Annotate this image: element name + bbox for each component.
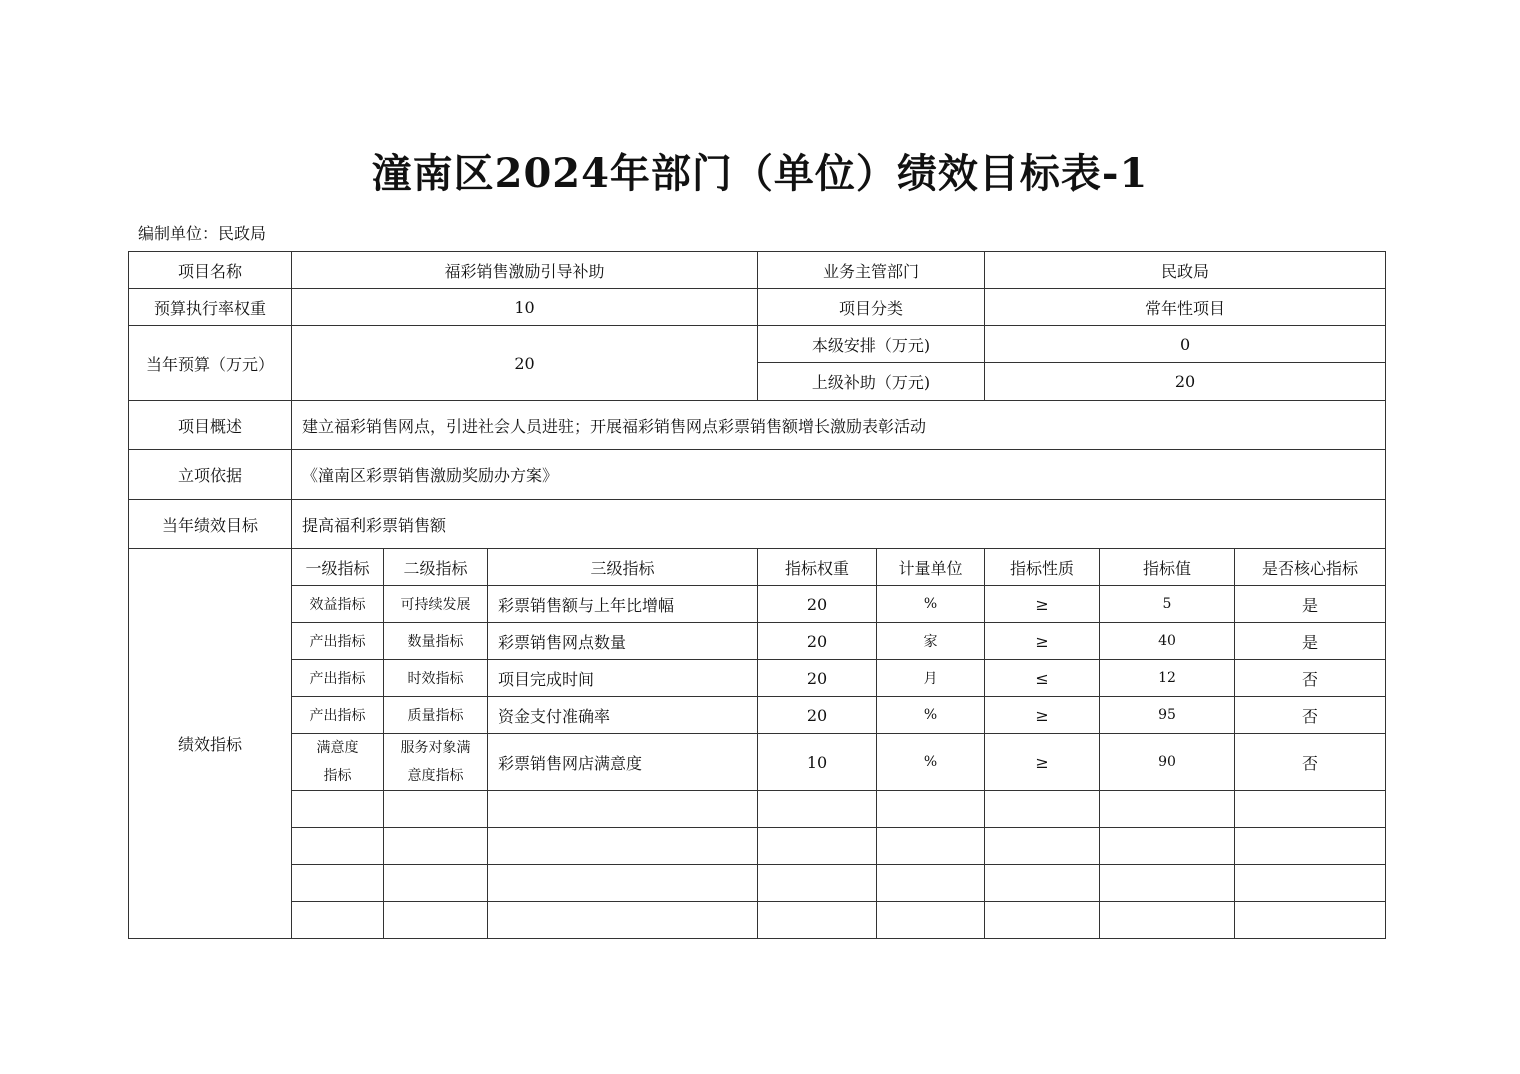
superior-label: 上级补助（万元) [758,363,985,401]
indicator-header-row [129,549,1386,586]
header-level3: 三级指标 [488,549,758,586]
indicator-nature: ≥ [985,734,1100,791]
overview-label: 项目概述 [129,401,292,450]
project-name-value: 福彩销售激励引导补助 [292,252,758,289]
empty-cell [292,865,384,902]
empty-cell [1235,902,1386,939]
empty-cell [985,791,1100,828]
indicator-value: 5 [1100,586,1235,623]
indicator-core: 是 [1235,586,1386,623]
local-label: 本级安排（万元) [758,326,985,363]
empty-cell [292,828,384,865]
indicator-unit: % [877,734,985,791]
basis-value: 《潼南区彩票销售激励奖励办方案》 [292,450,1386,500]
indicator-level3: 彩票销售网点数量 [488,623,758,660]
row-goal [129,500,1386,549]
indicator-level3: 彩票销售额与上年比增幅 [488,586,758,623]
indicator-nature: ≥ [985,623,1100,660]
empty-cell [488,791,758,828]
indicator-weight: 20 [758,623,877,660]
indicator-level1 [292,734,384,791]
indicator-core: 是 [1235,623,1386,660]
superior-value: 20 [985,363,1386,401]
indicator-level1: 产出指标 [292,623,384,660]
empty-cell [1100,865,1235,902]
indicator-level2: 可持续发展 [384,586,488,623]
indicator-level1: 产出指标 [292,697,384,734]
empty-cell [758,902,877,939]
compile-unit: 编制单位：民政局 [138,224,267,243]
empty-cell [384,902,488,939]
indicator-unit: 家 [877,623,985,660]
indicator-core: 否 [1235,697,1386,734]
empty-row [129,865,1386,902]
table-row [129,660,1386,697]
indicator-nature: ≤ [985,660,1100,697]
indicator-nature: ≥ [985,586,1100,623]
local-value: 0 [985,326,1386,363]
empty-row [129,828,1386,865]
table-row [129,734,1386,791]
indicator-core: 否 [1235,660,1386,697]
empty-row [129,902,1386,939]
weight-value: 10 [292,289,758,326]
empty-cell [488,902,758,939]
header-unit: 计量单位 [877,549,985,586]
indicator-unit: 月 [877,660,985,697]
indicator-level3: 彩票销售网店满意度 [488,734,758,791]
empty-cell [384,828,488,865]
indicator-value: 40 [1100,623,1235,660]
empty-cell [1235,865,1386,902]
dept-label: 业务主管部门 [758,252,985,289]
table-row [129,623,1386,660]
indicator-level2: 质量指标 [384,697,488,734]
header-weight: 指标权重 [758,549,877,586]
empty-cell [1100,828,1235,865]
empty-cell [985,865,1100,902]
empty-cell [384,865,488,902]
indicator-level1: 效益指标 [292,586,384,623]
header-nature: 指标性质 [985,549,1100,586]
empty-cell [877,865,985,902]
indicator-unit: % [877,586,985,623]
empty-cell [1235,791,1386,828]
indicator-level2: 数量指标 [384,623,488,660]
empty-cell [877,902,985,939]
header-value: 指标值 [1100,549,1235,586]
indicator-level1-line1: 满意度 [316,740,359,756]
row-project-name [129,252,1386,289]
indicator-value: 90 [1100,734,1235,791]
empty-cell [758,791,877,828]
header-level1: 一级指标 [292,549,384,586]
header-core: 是否核心指标 [1235,549,1386,586]
budget-label: 当年预算（万元） [129,326,292,401]
empty-cell [877,828,985,865]
row-budget [129,326,1386,363]
empty-cell [1235,828,1386,865]
project-name-label: 项目名称 [129,252,292,289]
empty-cell [985,902,1100,939]
dept-value: 民政局 [985,252,1386,289]
basis-label: 立项依据 [129,450,292,500]
indicator-value: 95 [1100,697,1235,734]
category-value: 常年性项目 [985,289,1386,326]
empty-cell [384,791,488,828]
table-row [129,586,1386,623]
overview-value: 建立福彩销售网点，引进社会人员进驻；开展福彩销售网点彩票销售额增长激励表彰活动 [292,401,1386,450]
category-label: 项目分类 [758,289,985,326]
empty-cell [985,828,1100,865]
indicator-level2-line2: 意度指标 [407,768,464,784]
empty-cell [758,865,877,902]
row-weight [129,289,1386,326]
empty-cell [488,828,758,865]
goal-value: 提高福利彩票销售额 [292,500,1386,549]
indicators-label: 绩效指标 [129,549,292,939]
weight-label: 预算执行率权重 [129,289,292,326]
empty-cell [758,828,877,865]
empty-row [129,791,1386,828]
indicator-value: 12 [1100,660,1235,697]
empty-cell [488,865,758,902]
indicator-core: 否 [1235,734,1386,791]
indicator-weight: 20 [758,660,877,697]
indicator-level2-line1: 服务对象满 [400,740,471,756]
indicator-level1: 产出指标 [292,660,384,697]
table-row [129,697,1386,734]
empty-cell [292,902,384,939]
indicator-weight: 10 [758,734,877,791]
indicator-unit: % [877,697,985,734]
indicator-nature: ≥ [985,697,1100,734]
document-title: 潼南区2024年部门（单位）绩效目标表-1 [371,150,1149,197]
indicator-level3: 资金支付准确率 [488,697,758,734]
indicator-level3: 项目完成时间 [488,660,758,697]
indicator-level2: 时效指标 [384,660,488,697]
empty-cell [877,791,985,828]
empty-cell [1100,902,1235,939]
header-level2: 二级指标 [384,549,488,586]
row-overview [129,401,1386,450]
empty-cell [1100,791,1235,828]
row-basis [129,450,1386,500]
budget-value: 20 [292,326,758,401]
goal-label: 当年绩效目标 [129,500,292,549]
indicator-level1-line2: 指标 [323,768,352,784]
indicator-level2 [384,734,488,791]
performance-table [128,251,1386,939]
indicator-weight: 20 [758,697,877,734]
indicator-weight: 20 [758,586,877,623]
empty-cell [292,791,384,828]
